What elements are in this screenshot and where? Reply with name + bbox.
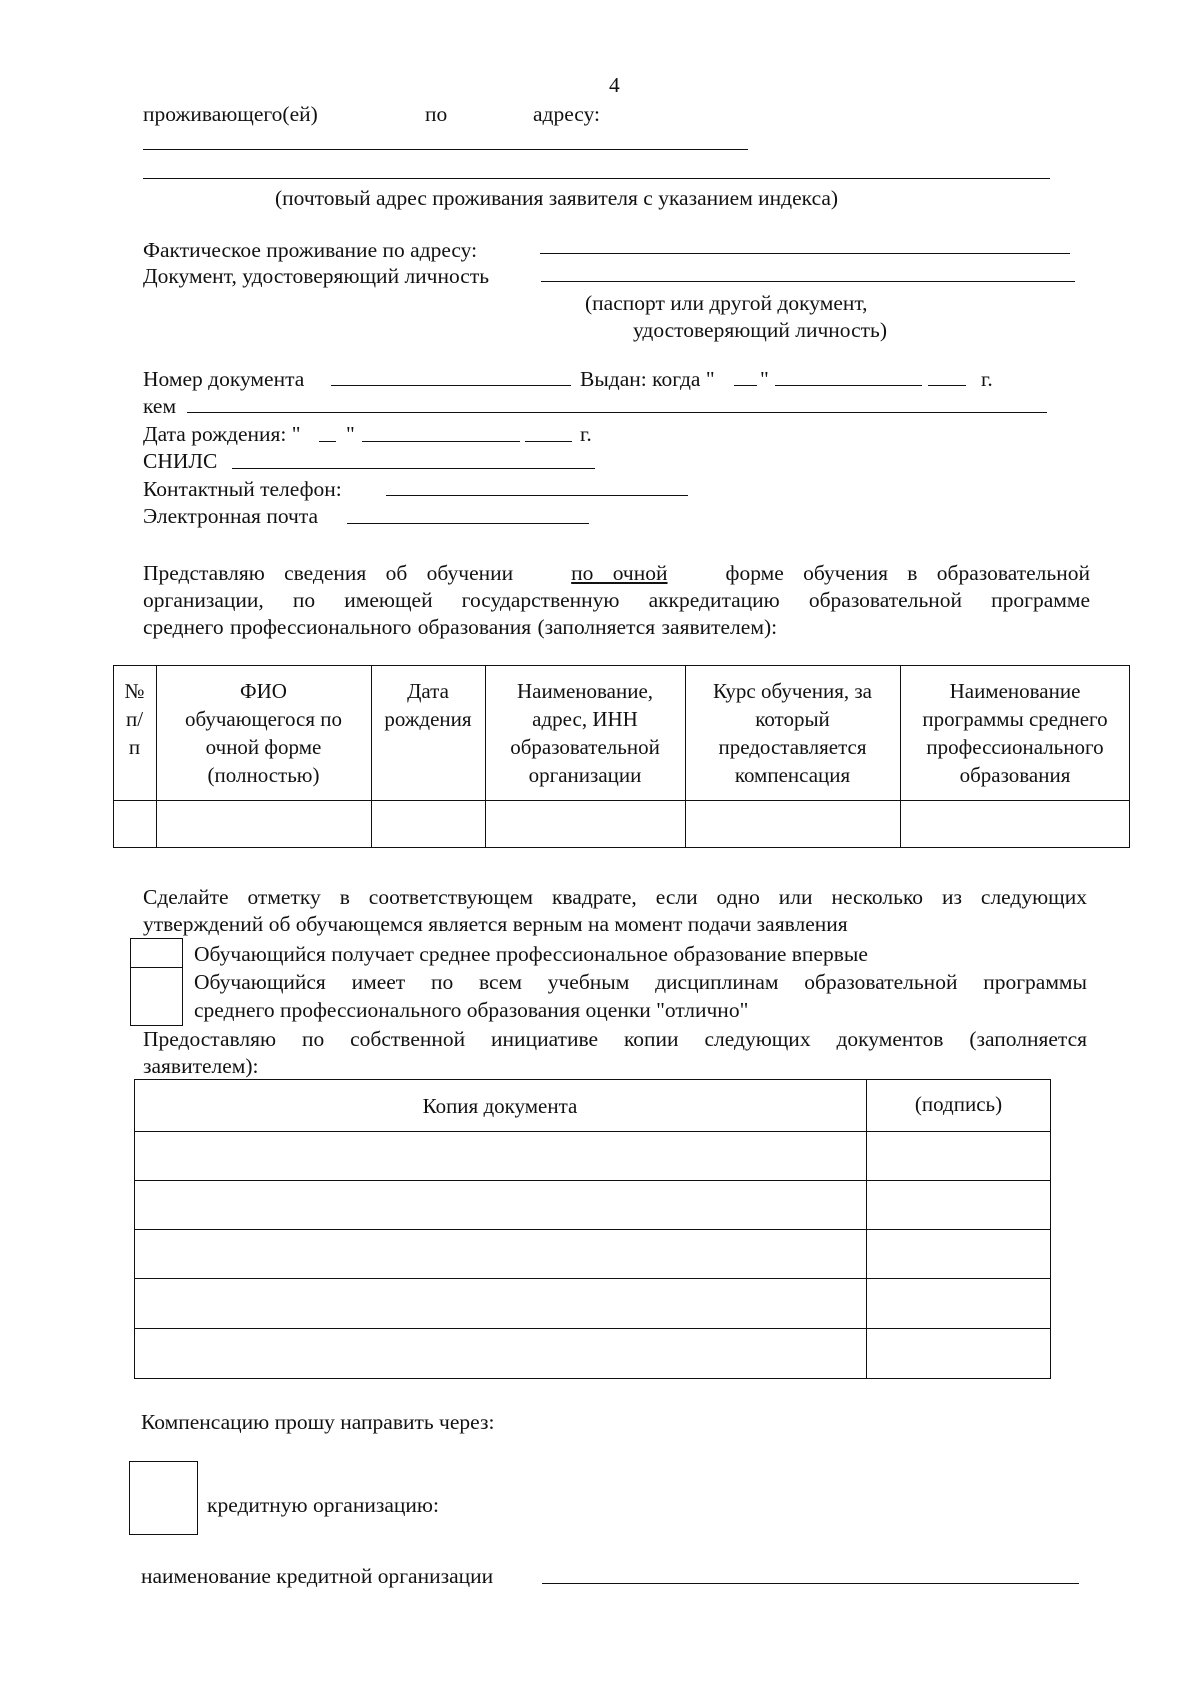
birth-day-field[interactable]: [319, 441, 336, 442]
id-document-caption-1: (паспорт или другой документ,: [585, 291, 868, 315]
id-document-field[interactable]: [541, 281, 1075, 282]
issued-year-field[interactable]: [928, 385, 966, 386]
study-header-program: Наименование программы среднего профессионального образования: [922, 679, 1108, 787]
doc-number-label: Номер документа: [143, 367, 305, 391]
copies-header-signature: (подпись): [914, 1092, 1003, 1116]
study-header-fio: ФИО обучающегося по очной форме (полностью): [184, 679, 343, 787]
bank-name-field[interactable]: [542, 1583, 1079, 1584]
issued-quote-close: ": [760, 367, 769, 391]
copies-row-signature-cell[interactable]: [867, 1181, 1050, 1228]
study-header-birth-date: Дата рождения: [384, 679, 472, 731]
birth-month-field[interactable]: [362, 441, 520, 442]
copies-row-signature-cell[interactable]: [867, 1329, 1050, 1378]
bank-name-label: наименование кредитной организации: [141, 1564, 494, 1588]
compensation-intro: Компенсацию прошу направить через:: [141, 1410, 495, 1434]
snils-label: СНИЛС: [143, 449, 218, 473]
study-cell-birth-date[interactable]: [372, 801, 484, 847]
residence-word-2: по: [425, 102, 448, 126]
study-cell-number[interactable]: [114, 801, 155, 847]
issued-when-label: Выдан: когда ": [580, 367, 715, 391]
issued-year-suffix: г.: [981, 367, 993, 391]
residence-caption: (почтовый адрес проживания заявителя с указанием индекса): [275, 186, 839, 210]
residence-word-3: адресу:: [533, 102, 601, 126]
issued-day-field[interactable]: [734, 385, 757, 386]
statements-intro-1: Сделайте отметку в соответствующем квадрате, если одно или несколько из следующих: [143, 885, 1087, 909]
study-info-line-2: организации, по имеющей государственную аккредитацию образовательной программе: [143, 588, 1090, 612]
phone-label: Контактный телефон:: [143, 477, 342, 501]
credit-organization-label: кредитную организацию:: [207, 1493, 439, 1517]
statement-2-text-line-2: среднего профессионального образования оценки "отлично": [194, 998, 749, 1022]
statement-2-checkbox[interactable]: [130, 967, 183, 1026]
issued-month-field[interactable]: [775, 385, 922, 386]
statement-1-text: Обучающийся получает среднее профессиональное образование впервые: [194, 942, 868, 966]
study-cell-fio[interactable]: [157, 801, 370, 847]
birth-quote-close: ": [346, 422, 355, 446]
copies-row-document-cell[interactable]: [135, 1329, 865, 1378]
study-header-organization: Наименование, адрес, ИНН образовательной организации: [510, 679, 660, 787]
email-label: Электронная почта: [143, 504, 319, 528]
actual-residence-label: Фактическое проживание по адресу:: [143, 238, 478, 262]
phone-field[interactable]: [386, 495, 688, 496]
study-cell-organization[interactable]: [486, 801, 684, 847]
copies-intro-1: Предоставляю по собственной инициативе копии следующих документов (заполняется: [143, 1027, 1087, 1051]
copies-row-signature-cell[interactable]: [867, 1230, 1050, 1277]
study-cell-program[interactable]: [901, 801, 1129, 847]
issued-by-field[interactable]: [187, 412, 1047, 413]
copies-row-document-cell[interactable]: [135, 1132, 865, 1179]
copies-intro-2: заявителем):: [143, 1054, 259, 1078]
residence-word-1: проживающего(ей): [143, 102, 318, 126]
copies-row-signature-cell[interactable]: [867, 1279, 1050, 1327]
id-document-label: Документ, удостоверяющий личность: [143, 264, 490, 288]
study-header-number: № п/ п: [124, 679, 145, 759]
study-cell-course[interactable]: [686, 801, 899, 847]
birth-year-field[interactable]: [525, 441, 572, 442]
birth-date-label: Дата рождения: ": [143, 422, 301, 446]
statement-1-checkbox[interactable]: [130, 938, 183, 968]
actual-residence-field[interactable]: [540, 253, 1070, 254]
copies-row-document-cell[interactable]: [135, 1181, 865, 1228]
residence-address-line-1[interactable]: [143, 149, 748, 150]
birth-year-suffix: г.: [580, 422, 592, 446]
doc-number-field[interactable]: [331, 385, 571, 386]
snils-field[interactable]: [232, 468, 595, 469]
copies-row-signature-cell[interactable]: [867, 1132, 1050, 1179]
credit-organization-checkbox[interactable]: [129, 1461, 198, 1535]
email-field[interactable]: [347, 523, 589, 524]
page-number: 4: [609, 73, 620, 97]
issued-by-label: кем: [143, 394, 177, 418]
statements-intro-2: утверждений об обучающемся является верным на момент подачи заявления: [143, 912, 848, 936]
copies-row-document-cell[interactable]: [135, 1230, 865, 1277]
copies-row-document-cell[interactable]: [135, 1279, 865, 1327]
copies-header-document: Копия документа: [422, 1094, 578, 1118]
id-document-caption-2: удостоверяющий личность): [633, 318, 887, 342]
study-header-course: Курс обучения, за который предоставляется компенсация: [712, 679, 873, 787]
study-info-line-3: среднего профессионального образования (заполняется заявителем):: [143, 615, 778, 639]
residence-address-line-2[interactable]: [143, 178, 1050, 179]
statement-2-text-line-1: Обучающийся имеет по всем учебным дисциплинам образовательной программы: [194, 970, 1087, 994]
study-info-line-1: Представляю сведения об обучении по очной форме обучения в образовательной: [143, 561, 1090, 585]
